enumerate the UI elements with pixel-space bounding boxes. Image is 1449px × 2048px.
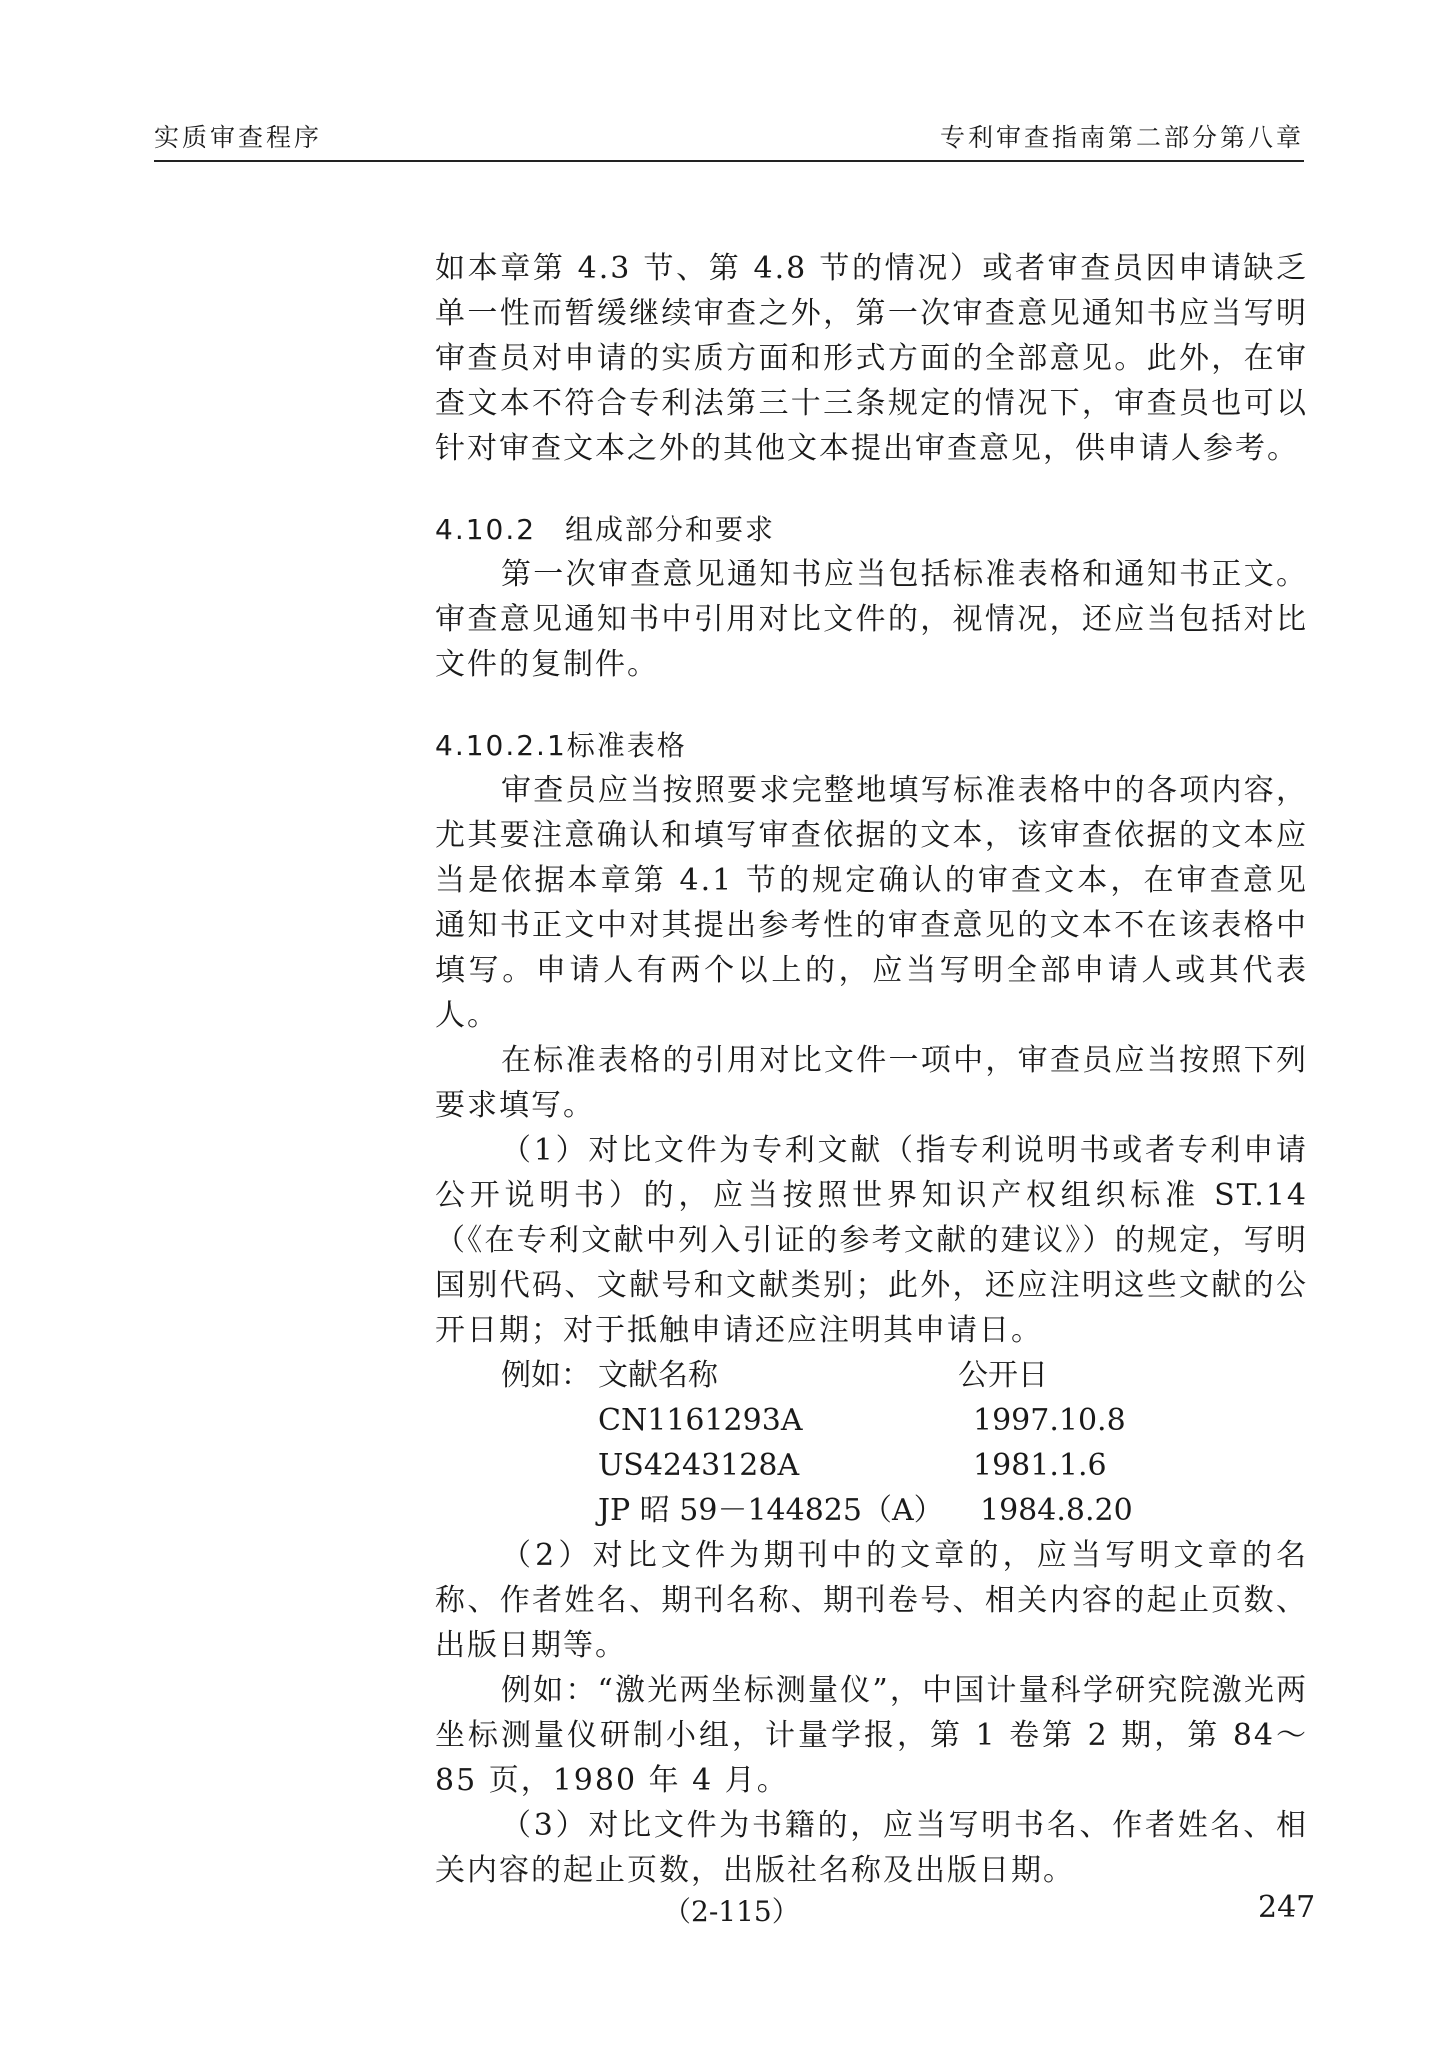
example-label: 例如： (501, 1358, 591, 1393)
section-number: 4.10.2.1 (435, 729, 567, 762)
date-cell: 1984.8.20 (980, 1493, 1133, 1528)
example-table (435, 1353, 1308, 1533)
doc-cell: JP 昭 59－144825（A） (598, 1493, 944, 1528)
section-heading-4-10-2-1 (435, 723, 1308, 768)
doc-cell: US4243128A (598, 1448, 800, 1483)
paragraph: （3）对比文件为书籍的，应当写明书名、作者姓名、相关内容的起止页数，出版社名称及出版日期。 (435, 1808, 1308, 1888)
date-cell: 1997.10.8 (973, 1403, 1126, 1438)
paragraph: 例如：“激光两坐标测量仪”，中国计量科学研究院激光两坐标测量仪研制小组，计量学报，第 1 卷第 2 期，第 84～85 页，1980 年 4 月。 (435, 1673, 1308, 1798)
date-cell: 1981.1.6 (973, 1448, 1107, 1483)
paragraph: （1）对比文件为专利文献（指专利说明书或者专利申请公开说明书）的，应当按照世界知识产权组织标准 ST.14（《在专利文献中列入引证的参考文献的建议》）的规定，写明国别代码、文献号和文献类别；此外，还应注明这些文献的公开日期；对于抵触申请还应注明其申请日。 (435, 1133, 1308, 1348)
section-heading-4-10-2 (435, 507, 1308, 552)
paragraph: 审查员应当按照要求完整地填写标准表格中的各项内容，尤其要注意确认和填写审查依据的文本，该审查依据的文本应当是依据本章第 4.1 节的规定确认的审查文本，在审查意见通知书正文中对其提出参考性的审查意见的文本不在该表格中填写。申请人有两个以上的，应当写明全部申请人或其代表人。 (435, 773, 1308, 1033)
header-chapter-title: 专利审查指南第二部分第八章 (939, 123, 1304, 152)
section-title: 组成部分和要求 (565, 513, 776, 546)
table-row (435, 1443, 1308, 1488)
section-number: 4.10.2 (435, 513, 537, 546)
paragraph: 第一次审查意见通知书应当包括标准表格和通知书正文。审查意见通知书中引用对比文件的，视情况，还应当包括对比文件的复制件。 (435, 557, 1308, 682)
paragraph: （2）对比文件为期刊中的文章的，应当写明文章的名称、作者姓名、期刊名称、期刊卷号、相关内容的起止页数、出版日期等。 (435, 1538, 1308, 1663)
header-section-title: 实质审查程序 (154, 123, 323, 152)
table-row (435, 1398, 1308, 1443)
paragraph: 在标准表格的引用对比文件一项中，审查员应当按照下列要求填写。 (435, 1043, 1308, 1123)
page-number: 247 (1258, 1890, 1316, 1925)
paragraph-continued: 如本章第 4.3 节、第 4.8 节的情况）或者审查员因申请缺乏单一性而暂缓继续审查之外，第一次审查意见通知书应当写明审查员对申请的实质方面和形式方面的全部意见。此外，在审查文本不符合专利法第三十三条规定的情况下，审查员也可以针对审查文本之外的其他文本提出审查意见，供申请人参考。 (435, 251, 1308, 466)
page-header (154, 118, 1304, 162)
column-header-date: 公开日 (958, 1358, 1048, 1393)
column-header-doc: 文献名称 (598, 1358, 718, 1393)
example-header-row (435, 1353, 1308, 1398)
table-row (435, 1488, 1308, 1533)
footer-section-page: （2-115） (663, 1895, 800, 1928)
page-body (435, 246, 1308, 1893)
doc-cell: CN1161293A (598, 1403, 803, 1438)
section-title: 标准表格 (566, 729, 687, 762)
